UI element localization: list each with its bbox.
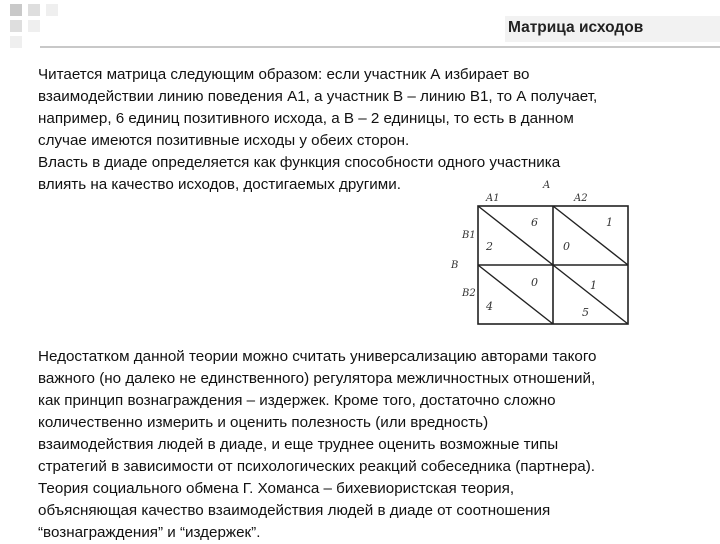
cell-a2b1-a-value: 1 bbox=[606, 216, 613, 229]
corner-decoration bbox=[0, 0, 70, 50]
matrix-player-side-label: B bbox=[451, 260, 459, 271]
title-divider bbox=[40, 46, 720, 48]
matrix-col-label-a2: A2 bbox=[574, 193, 588, 204]
cell-a1b2-b-value: 4 bbox=[486, 300, 493, 313]
cell-a1b2-a-value: 0 bbox=[531, 276, 538, 289]
cell-a1b1-a-value: 6 bbox=[531, 216, 538, 229]
cell-a2b1-b-value: 0 bbox=[563, 240, 570, 253]
paragraph-theory-critique: Недостатком данной теории можно считать универсализацию авторами такого важного (но далеко не единственного) регулятора межличностных отношений, как принцип вознаграждения – издержек. Кроме того, достаточно сложно количественно измерить и оценить полезность (или вредность) взаимодействия людей в диаде, и еще труднее оценить возможные типы стратегий в зависимости от психологических реакций собеседника (партнера). Теория социального обмена Г. Хоманса – бихевиористская теория, объясняющая качество взаимодействия людей в диаде от соотношения “вознаграждения” и “издержек”. bbox=[38, 348, 597, 541]
matrix-row-label-b1: B1 bbox=[462, 230, 476, 241]
matrix-col-label-a1: A1 bbox=[486, 193, 500, 204]
cell-a1b1-b-value: 2 bbox=[486, 240, 493, 253]
matrix-player-top-label: A bbox=[543, 180, 551, 191]
matrix-row-label-b2: B2 bbox=[462, 288, 476, 299]
outcome-matrix bbox=[440, 176, 640, 336]
slide-title: Матрица исходов bbox=[508, 19, 644, 36]
cell-a2b2-b-value: 5 bbox=[582, 306, 589, 319]
paragraph-matrix-explanation: Читается матрица следующим образом: если участник А избирает во взаимодействии линию поведения А1, а участник В – линию В1, то А получает, например, 6 единиц позитивного исхода, а В – 2 единицы, то есть в данном случае имеются позитивные исходы у обеих сторон. Власть в диаде определяется как функция способности одного участника влиять на качество исходов, достигаемых другими. bbox=[38, 66, 598, 193]
cell-a2b2-a-value: 1 bbox=[590, 279, 597, 292]
